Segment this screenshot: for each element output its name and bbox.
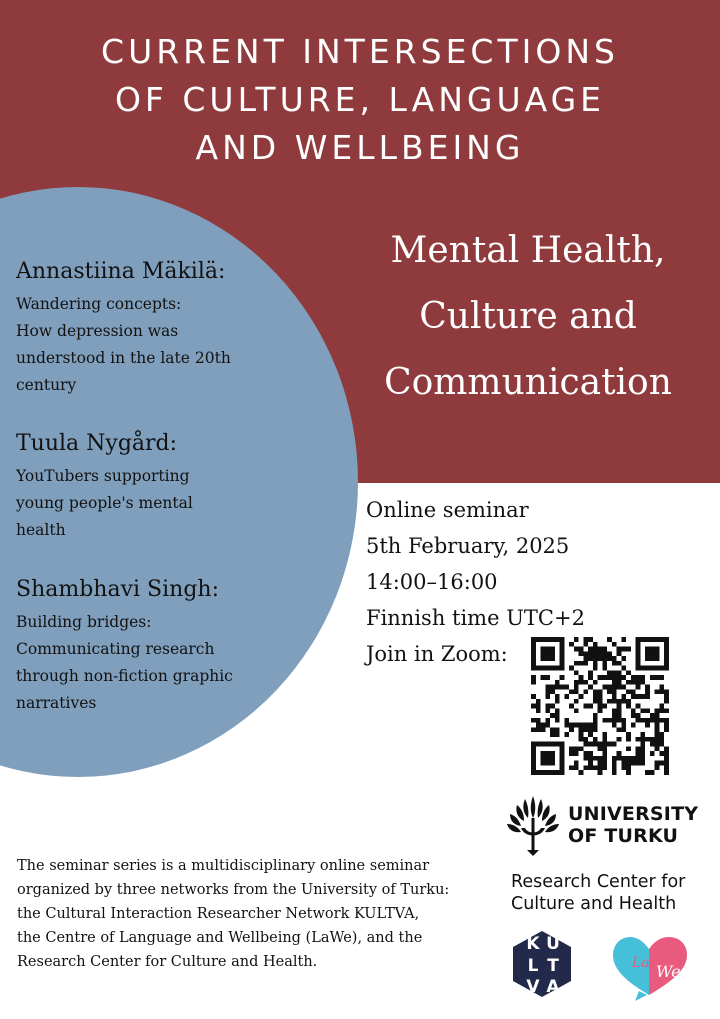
talk-title-line: narratives: [16, 694, 97, 712]
speaker-name: Annastiina Mäkilä:: [16, 259, 226, 284]
research-center-line: Research Center for: [511, 872, 686, 892]
kultva-letter: U: [546, 934, 560, 954]
lawe-text-we: We: [656, 962, 681, 981]
talk-title-line: YouTubers supporting: [16, 467, 190, 485]
talk-title: [16, 463, 266, 544]
lawe-heart-logo-icon: [609, 933, 694, 1003]
topic-line: Communication: [384, 362, 672, 403]
description-line: Research Center for Culture and Health.: [17, 954, 318, 970]
description-line: organized by three networks from the University of Turku:: [17, 882, 450, 898]
talk-makila: [16, 257, 266, 399]
series-title-line: CURRENT INTERSECTIONS: [101, 32, 619, 71]
talk-title-line: Building bridges:: [16, 613, 152, 631]
event-date: 5th February, 2025: [366, 534, 570, 558]
talk-singh: [16, 575, 266, 717]
topic-line: Mental Health,: [390, 230, 666, 271]
talk-title-line: young people's mental: [16, 494, 193, 512]
research-center-line: Culture and Health: [511, 894, 677, 914]
seminar-topic: [368, 218, 688, 416]
talk-nygard: [16, 429, 266, 544]
zoom-join-label: Join in Zoom:: [366, 642, 508, 666]
event-format: Online seminar: [366, 498, 529, 522]
speaker-name: Tuula Nygård:: [16, 431, 178, 456]
talk-title-line: century: [16, 376, 77, 394]
university-name-line: UNIVERSITY: [568, 803, 699, 825]
talk-title-line: Communicating research: [16, 640, 215, 658]
topic-line: Culture and: [419, 296, 637, 337]
qr-code-icon[interactable]: [531, 637, 669, 775]
series-title-line: AND WELLBEING: [195, 128, 525, 167]
talk-title-line: health: [16, 521, 66, 539]
university-of-turku-emblem-icon: [503, 792, 563, 858]
series-title-line: OF CULTURE, LANGUAGE: [114, 80, 606, 119]
description-line: The seminar series is a multidisciplinary online seminar: [17, 858, 430, 874]
event-timezone: Finnish time UTC+2: [366, 606, 585, 630]
talk-title: [16, 291, 266, 399]
speaker-name: Shambhavi Singh:: [16, 577, 219, 602]
series-title: [0, 28, 720, 172]
kultva-letter: A: [546, 977, 560, 997]
series-description: [17, 854, 487, 974]
talk-title-line: through non-fiction graphic: [16, 667, 233, 685]
kultva-letter: T: [547, 956, 559, 976]
university-of-turku-name: [568, 803, 698, 847]
talk-title: [16, 609, 266, 717]
kultva-logo-icon: [509, 929, 575, 999]
lawe-text-la: La: [632, 955, 650, 971]
kultva-letter: K: [526, 934, 540, 954]
description-line: the Centre of Language and Wellbeing (LaWe), and the: [17, 930, 423, 946]
kultva-letter: L: [527, 956, 539, 976]
description-line: the Cultural Interaction Researcher Network KULTVA,: [17, 906, 420, 922]
talk-title-line: understood in the late 20th: [16, 349, 231, 367]
research-center-name: [511, 871, 685, 915]
university-name-line: OF TURKU: [568, 825, 679, 847]
event-time: 14:00–16:00: [366, 570, 498, 594]
kultva-letter: V: [526, 977, 540, 997]
talk-title-line: Wandering concepts:: [16, 295, 182, 313]
talk-title-line: How depression was: [16, 322, 179, 340]
